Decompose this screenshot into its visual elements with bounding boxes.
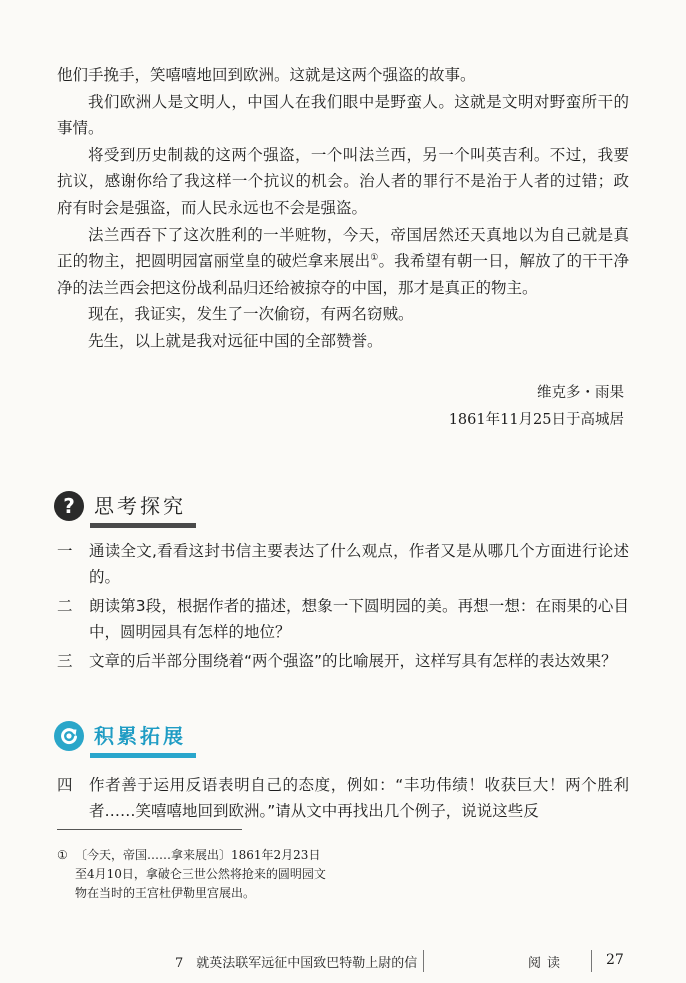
section-thinking-heading [54, 490, 186, 522]
paragraph: 现在，我证实，发生了一次偷窃，有两名窃贼。 [88, 305, 414, 324]
refresh-arrow-icon [54, 721, 84, 751]
list-item [57, 772, 629, 824]
footer-divider [591, 950, 592, 972]
paragraph: 将受到历史制裁的这两个强盗，一个叫法兰西，另一个叫英吉利。不过，我要抗议，感谢你给了我这样一个抗议的机会。治人者的罪行不是治于人者的过错；政府有时会是强盗，而人民永远也不会是强盗。 [57, 145, 629, 217]
question-number: 四 [57, 776, 73, 794]
list-item [57, 648, 629, 674]
section-extension-heading [54, 720, 186, 752]
question-text: 朗读第3段，根据作者的描述，想象一下圆明园的美。再想一想：在雨果的心目中，圆明园具有怎样的地位？ [89, 597, 629, 641]
list-item [57, 538, 629, 590]
footnote [57, 846, 327, 903]
paragraph: 我们欧洲人是文明人，中国人在我们眼中是野蛮人。这就是文明对野蛮所干的事情。 [57, 92, 629, 138]
footnote-mark: ① [57, 848, 68, 862]
footnote-reference[interactable]: ① [370, 253, 379, 263]
list-item [57, 593, 629, 645]
section-title: 积累拓展 [94, 720, 186, 752]
paragraph-part: 法兰西吞下了这次胜利的一半赃物，今天，帝国居然还天真地以为自己就是真正的物主，把圆明园富丽堂皇的破烂拿来展出 [57, 225, 629, 271]
question-number: 一 [57, 542, 73, 560]
paragraph: 他们手挽手，笑嘻嘻地回到欧洲。这就是这两个强盗的故事。 [57, 66, 476, 84]
paragraph [57, 222, 629, 302]
question-mark-icon: ? [54, 491, 84, 521]
paragraph: 先生，以上就是我对远征中国的全部赞誉。 [88, 331, 383, 350]
signature-author: 维克多・雨果 [537, 385, 624, 401]
footer-section: 阅读 [528, 956, 567, 971]
letter-body [57, 62, 629, 355]
thinking-questions [57, 538, 629, 677]
question-text: 文章的后半部分围绕着“两个强盗”的比喻展开，这样写具有怎样的表达效果？ [89, 652, 617, 670]
footnote-divider [57, 829, 242, 830]
footer-lesson-title: 7 就英法联军远征中国致巴特勒上尉的信 [175, 956, 418, 971]
paragraph-part: 。我希望有朝一日，解放了的干干净净的法兰西会把这份战利品归还给被掠夺的中国，那才是真正的物主。 [57, 252, 629, 297]
extension-questions [57, 772, 629, 827]
page-number: 27 [606, 952, 624, 968]
footer-divider [423, 950, 424, 972]
signature-date: 1861年11月25日于高城居 [448, 412, 624, 428]
footnote-text: 〔今天，帝国……拿来展出〕1861年2月23日至4月10日，拿破仑三世公然将抢来的圆明园文物在当时的王宫杜伊勒里宫展出。 [75, 848, 326, 900]
section-title: 思考探究 [94, 490, 186, 522]
question-number: 二 [57, 597, 73, 615]
question-text: 作者善于运用反语表明自己的态度，例如：“丰功伟绩！收获巨大！两个胜利者……笑嘻嘻地回到欧洲。”请从文中再找出几个例子，说说这些反 [89, 776, 629, 820]
question-number: 三 [57, 652, 73, 670]
question-text: 通读全文,看看这封书信主要表达了什么观点，作者又是从哪几个方面进行论述的。 [89, 542, 629, 586]
